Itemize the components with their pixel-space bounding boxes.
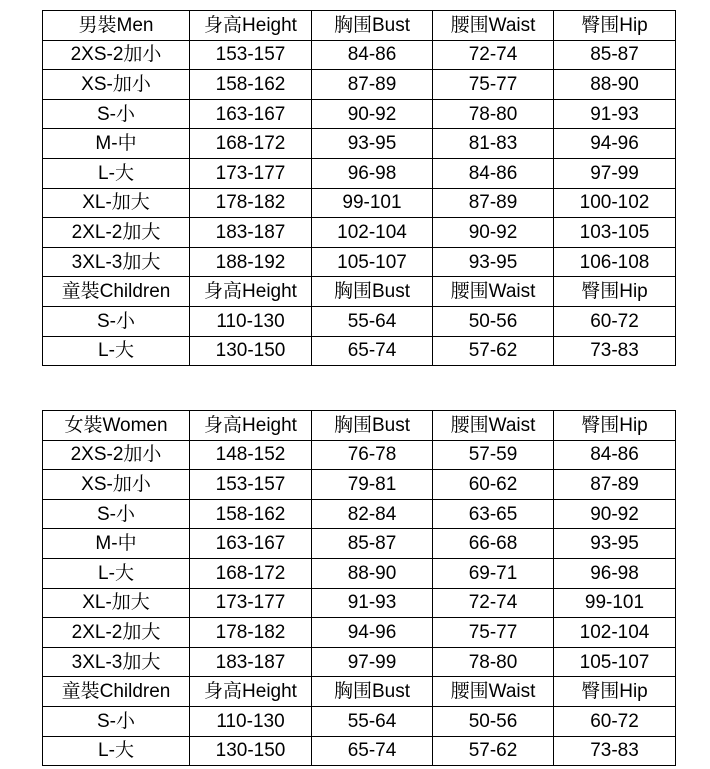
height-cell: 173-177: [190, 158, 312, 188]
header-cell: 腰围Waist: [433, 277, 554, 307]
size-label-cell: L-大: [43, 558, 190, 588]
waist-cell: 69-71: [433, 558, 554, 588]
height-cell: 163-167: [190, 99, 312, 129]
height-cell: 158-162: [190, 499, 312, 529]
size-label-cell: L-大: [43, 736, 190, 766]
bust-cell: 97-99: [312, 647, 433, 677]
waist-cell: 57-62: [433, 336, 554, 366]
men-size-table: [42, 10, 676, 366]
table-row: [43, 70, 676, 100]
waist-cell: 72-74: [433, 40, 554, 70]
size-label-cell: XS-加小: [43, 70, 190, 100]
size-label-cell: 3XL-3加大: [43, 247, 190, 277]
height-cell: 178-182: [190, 188, 312, 218]
hip-cell: 105-107: [554, 647, 676, 677]
waist-cell: 90-92: [433, 218, 554, 248]
header-cell: 胸围Bust: [312, 277, 433, 307]
table-row: [43, 158, 676, 188]
hip-cell: 73-83: [554, 336, 676, 366]
bust-cell: 76-78: [312, 440, 433, 470]
hip-cell: 90-92: [554, 499, 676, 529]
height-cell: 110-130: [190, 306, 312, 336]
height-cell: 110-130: [190, 706, 312, 736]
hip-cell: 93-95: [554, 529, 676, 559]
size-label-cell: XL-加大: [43, 188, 190, 218]
children-header-row: [43, 277, 676, 307]
table-row: [43, 129, 676, 159]
header-row: [43, 11, 676, 41]
hip-cell: 87-89: [554, 470, 676, 500]
header-cell: 身高Height: [190, 677, 312, 707]
hip-cell: 97-99: [554, 158, 676, 188]
waist-cell: 66-68: [433, 529, 554, 559]
header-cell: 臀围Hip: [554, 277, 676, 307]
women-size-table: [42, 410, 676, 766]
size-label-cell: 2XL-2加大: [43, 218, 190, 248]
header-row: [43, 411, 676, 441]
bust-cell: 65-74: [312, 336, 433, 366]
waist-cell: 78-80: [433, 647, 554, 677]
table-row: [43, 247, 676, 277]
header-cell: 臀围Hip: [554, 11, 676, 41]
bust-cell: 96-98: [312, 158, 433, 188]
table-row: [43, 218, 676, 248]
size-label-cell: 2XS-2加小: [43, 40, 190, 70]
hip-cell: 60-72: [554, 706, 676, 736]
waist-cell: 50-56: [433, 306, 554, 336]
bust-cell: 93-95: [312, 129, 433, 159]
hip-cell: 100-102: [554, 188, 676, 218]
table-row: [43, 99, 676, 129]
waist-cell: 75-77: [433, 618, 554, 648]
bust-cell: 65-74: [312, 736, 433, 766]
hip-cell: 60-72: [554, 306, 676, 336]
header-cell: 胸围Bust: [312, 411, 433, 441]
waist-cell: 57-59: [433, 440, 554, 470]
size-label-cell: S-小: [43, 306, 190, 336]
bust-cell: 88-90: [312, 558, 433, 588]
waist-cell: 81-83: [433, 129, 554, 159]
header-cell: 臀围Hip: [554, 677, 676, 707]
height-cell: 130-150: [190, 336, 312, 366]
table-row: [43, 499, 676, 529]
size-label-cell: L-大: [43, 158, 190, 188]
waist-cell: 72-74: [433, 588, 554, 618]
hip-cell: 85-87: [554, 40, 676, 70]
waist-cell: 57-62: [433, 736, 554, 766]
header-cell: 腰围Waist: [433, 677, 554, 707]
height-cell: 168-172: [190, 129, 312, 159]
size-label-cell: 3XL-3加大: [43, 647, 190, 677]
bust-cell: 82-84: [312, 499, 433, 529]
bust-cell: 84-86: [312, 40, 433, 70]
height-cell: 173-177: [190, 588, 312, 618]
size-label-cell: S-小: [43, 499, 190, 529]
header-cell: 腰围Waist: [433, 411, 554, 441]
children-header-row: [43, 677, 676, 707]
bust-cell: 85-87: [312, 529, 433, 559]
size-label-cell: XL-加大: [43, 588, 190, 618]
table-row: [43, 188, 676, 218]
hip-cell: 99-101: [554, 588, 676, 618]
hip-cell: 103-105: [554, 218, 676, 248]
height-cell: 188-192: [190, 247, 312, 277]
header-cell: 胸围Bust: [312, 677, 433, 707]
header-cell: 男裝Men: [43, 11, 190, 41]
table-row: [43, 440, 676, 470]
bust-cell: 79-81: [312, 470, 433, 500]
bust-cell: 87-89: [312, 70, 433, 100]
hip-cell: 91-93: [554, 99, 676, 129]
hip-cell: 88-90: [554, 70, 676, 100]
header-cell: 女裝Women: [43, 411, 190, 441]
waist-cell: 60-62: [433, 470, 554, 500]
bust-cell: 91-93: [312, 588, 433, 618]
waist-cell: 63-65: [433, 499, 554, 529]
height-cell: 183-187: [190, 218, 312, 248]
size-label-cell: 2XS-2加小: [43, 440, 190, 470]
table-row: [43, 647, 676, 677]
waist-cell: 87-89: [433, 188, 554, 218]
size-label-cell: S-小: [43, 99, 190, 129]
waist-cell: 50-56: [433, 706, 554, 736]
bust-cell: 55-64: [312, 706, 433, 736]
bust-cell: 99-101: [312, 188, 433, 218]
bust-cell: 94-96: [312, 618, 433, 648]
size-label-cell: L-大: [43, 336, 190, 366]
table-row: [43, 306, 676, 336]
height-cell: 153-157: [190, 470, 312, 500]
hip-cell: 73-83: [554, 736, 676, 766]
waist-cell: 78-80: [433, 99, 554, 129]
bust-cell: 102-104: [312, 218, 433, 248]
table-row: [43, 736, 676, 766]
table-row: [43, 618, 676, 648]
size-label-cell: S-小: [43, 706, 190, 736]
height-cell: 178-182: [190, 618, 312, 648]
header-cell: 臀围Hip: [554, 411, 676, 441]
table-row: [43, 558, 676, 588]
header-cell: 腰围Waist: [433, 11, 554, 41]
bust-cell: 90-92: [312, 99, 433, 129]
bust-cell: 55-64: [312, 306, 433, 336]
height-cell: 163-167: [190, 529, 312, 559]
size-label-cell: M-中: [43, 129, 190, 159]
hip-cell: 84-86: [554, 440, 676, 470]
table-row: [43, 470, 676, 500]
hip-cell: 102-104: [554, 618, 676, 648]
size-label-cell: XS-加小: [43, 470, 190, 500]
height-cell: 130-150: [190, 736, 312, 766]
table-row: [43, 588, 676, 618]
hip-cell: 96-98: [554, 558, 676, 588]
waist-cell: 84-86: [433, 158, 554, 188]
table-row: [43, 336, 676, 366]
table-row: [43, 529, 676, 559]
size-label-cell: 2XL-2加大: [43, 618, 190, 648]
hip-cell: 106-108: [554, 247, 676, 277]
bust-cell: 105-107: [312, 247, 433, 277]
header-cell: 身高Height: [190, 411, 312, 441]
table-row: [43, 706, 676, 736]
height-cell: 158-162: [190, 70, 312, 100]
header-cell: 童裝Children: [43, 677, 190, 707]
waist-cell: 75-77: [433, 70, 554, 100]
table-row: [43, 40, 676, 70]
header-cell: 身高Height: [190, 277, 312, 307]
hip-cell: 94-96: [554, 129, 676, 159]
height-cell: 183-187: [190, 647, 312, 677]
height-cell: 168-172: [190, 558, 312, 588]
height-cell: 153-157: [190, 40, 312, 70]
header-cell: 身高Height: [190, 11, 312, 41]
header-cell: 胸围Bust: [312, 11, 433, 41]
size-label-cell: M-中: [43, 529, 190, 559]
waist-cell: 93-95: [433, 247, 554, 277]
header-cell: 童裝Children: [43, 277, 190, 307]
height-cell: 148-152: [190, 440, 312, 470]
